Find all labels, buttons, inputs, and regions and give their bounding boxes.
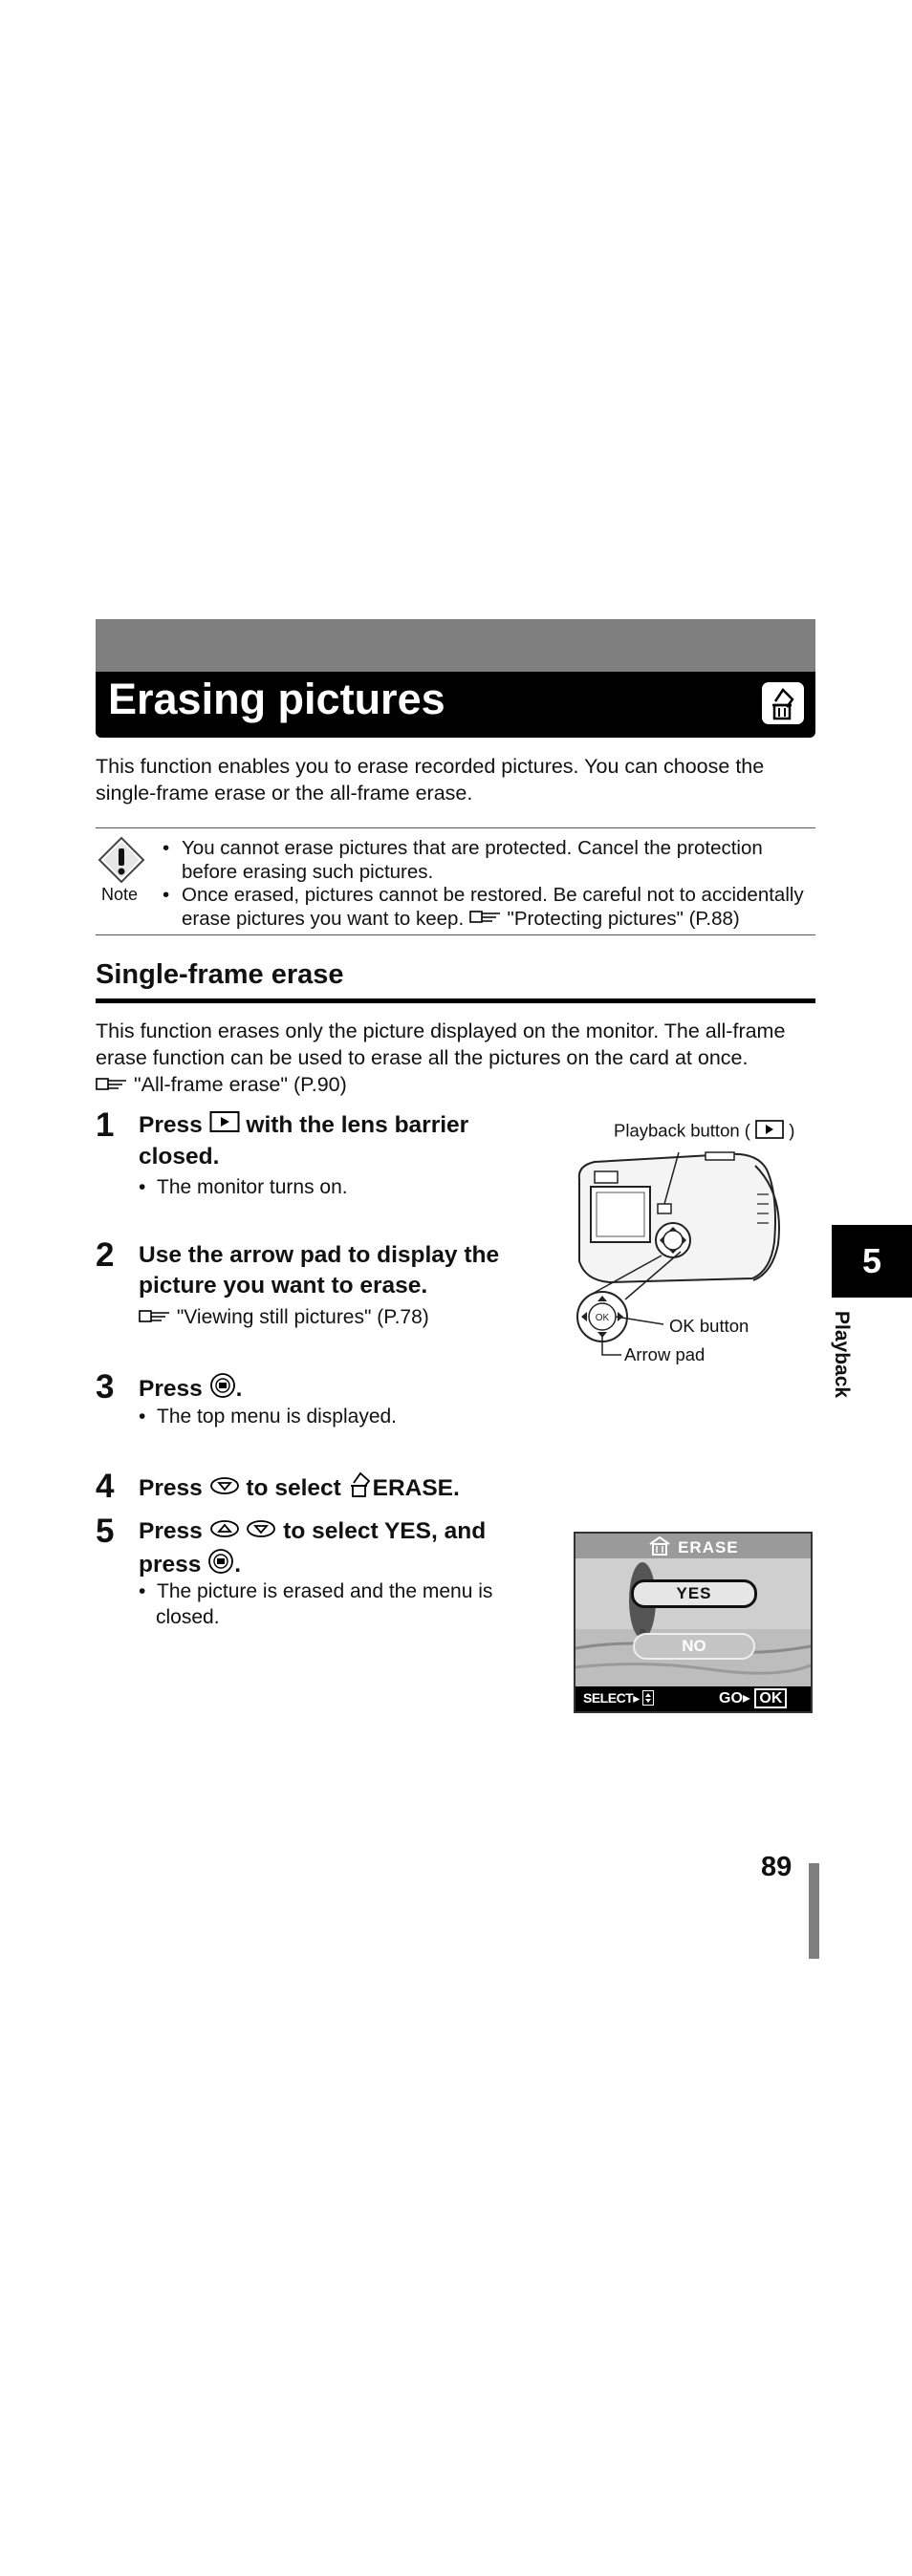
step-title: Press with the lens barrier closed. xyxy=(139,1112,469,1170)
chapter-number: 5 xyxy=(861,1241,882,1280)
page-side-bar xyxy=(809,1863,819,1959)
playback-key-icon xyxy=(209,1110,240,1142)
ok-button-label: OK button xyxy=(669,1316,749,1336)
note-bottom-rule xyxy=(96,934,815,935)
arrow-right-icon: ▸ xyxy=(633,1690,640,1707)
note-bullet: • Once erased, pictures cannot be restored. Be careful not to accidentally erase pictures you want to keep. "Protecting pictures" (P.88) xyxy=(182,884,822,931)
note-line: before erasing such pictures. xyxy=(182,860,434,883)
note-line: erase pictures you want to keep. "Protecting pictures" (P.88) xyxy=(182,907,740,930)
step-sub: • The picture is erased and the menu is closed. xyxy=(139,1580,493,1628)
step-sub: • The top menu is displayed. xyxy=(139,1406,398,1428)
section-title: Single-frame erase xyxy=(96,959,344,990)
lcd-title: ERASE xyxy=(575,1535,811,1561)
erase-trash-icon xyxy=(762,682,804,724)
step-sub: • The monitor turns on. xyxy=(139,1176,348,1198)
arrow-up-key-icon xyxy=(209,1517,240,1548)
intro-paragraph xyxy=(96,753,822,806)
ok-key-icon xyxy=(207,1548,234,1583)
step-number: 3 xyxy=(96,1368,115,1406)
arrow-pad-label: Arrow pad xyxy=(624,1344,706,1364)
step-title: Press . xyxy=(139,1372,242,1407)
note-bullet: • You cannot erase pictures that are protected. Cancel the protection before erasing such pictures. xyxy=(182,837,822,884)
arrow-down-key-icon xyxy=(209,1474,240,1505)
reference-hand-icon xyxy=(96,1072,128,1099)
note-label: Note xyxy=(101,885,139,904)
section-ref-line: "All-frame erase" (P.90) xyxy=(96,1071,832,1099)
step-number: 5 xyxy=(96,1513,115,1550)
lcd-erase-screen xyxy=(574,1532,813,1713)
warning-icon xyxy=(98,836,145,889)
section-paragraph xyxy=(96,1018,832,1099)
lcd-yes-option[interactable]: YES xyxy=(631,1579,757,1608)
header-gray-band xyxy=(96,619,815,672)
lcd-ok-box: OK xyxy=(754,1688,787,1708)
chapter-label: Playback xyxy=(831,1311,853,1399)
lcd-go-hint: GO▸ OK xyxy=(719,1688,787,1708)
intro-line: single-frame erase or the all-frame erase. xyxy=(96,782,473,805)
up-down-icon xyxy=(642,1690,654,1708)
step-title: Press to select ERASE. xyxy=(139,1471,460,1507)
erase-trash-icon xyxy=(647,1535,672,1561)
intro-line: This function enables you to erase recorded pictures. You can choose the xyxy=(96,755,765,778)
page-number: 89 xyxy=(761,1852,793,1882)
lcd-no-option[interactable]: NO xyxy=(633,1633,755,1660)
reference-hand-icon xyxy=(139,1305,171,1331)
section-rule xyxy=(96,998,815,1003)
arrow-right-icon: ▸ xyxy=(742,1690,750,1707)
svg-text:OK: OK xyxy=(595,1313,610,1323)
step-number: 1 xyxy=(96,1106,115,1144)
lcd-select-hint: SELECT▸ xyxy=(583,1690,654,1708)
page-title: Erasing pictures xyxy=(108,675,445,723)
step-ref: "Viewing still pictures" (P.78) xyxy=(139,1304,429,1331)
reference-hand-icon xyxy=(469,908,502,932)
section-line: erase function can be used to erase all the pictures on the card at once. xyxy=(96,1046,749,1069)
note-line: You cannot erase pictures that are protected. Cancel the protection xyxy=(182,837,763,859)
section-line: This function erases only the picture displayed on the monitor. The all-frame xyxy=(96,1020,786,1042)
arrow-down-key-icon xyxy=(246,1517,276,1548)
note-line: Once erased, pictures cannot be restored. Be careful not to accidentally xyxy=(182,884,804,906)
note-top-rule xyxy=(96,827,815,828)
step-title: Press to select YES, and press . xyxy=(139,1516,559,1583)
erase-trash-icon xyxy=(348,1471,373,1507)
ok-key-icon xyxy=(209,1372,236,1407)
step-number: 2 xyxy=(96,1236,115,1274)
step-number: 4 xyxy=(96,1468,115,1505)
step-title: Use the arrow pad to display the picture you want to erase. xyxy=(139,1242,500,1299)
playback-button-label: Playback button ( ) xyxy=(614,1120,794,1144)
